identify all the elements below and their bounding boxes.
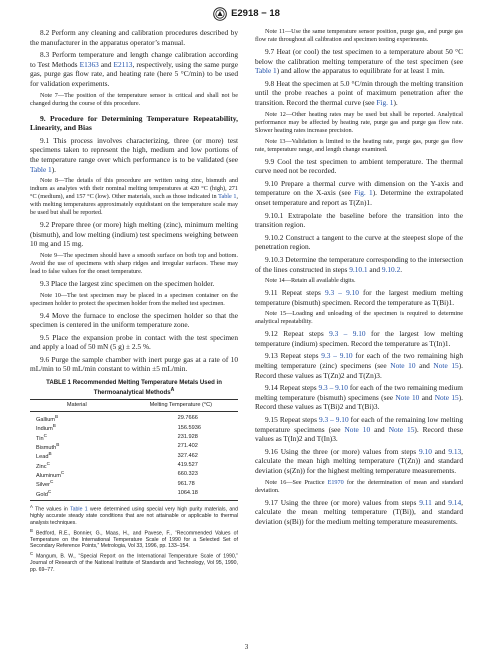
paragraph-9-17: 9.17 Using the three (or more) values from steps 9.11 and 9.14, calculate the mean melting temperature (T(Bi)), and standard deviation (s(Bi)) for the medium melting temperature measurements. xyxy=(255,497,463,526)
link-step-9-10-2[interactable]: 9.10.2 xyxy=(381,264,401,274)
paragraph-9-15: 9.15 Repeat steps 9.3 – 9.10 for each of the remaining low melting temperature specimens (see Note 10 and Note 15). Record these values as T(In)2 and T(In)3. xyxy=(255,415,464,444)
link-table-1[interactable]: Table 1 xyxy=(70,506,88,513)
table-cell-melting-temperature: 961.78 xyxy=(177,480,195,487)
table-1 xyxy=(30,379,238,574)
link-e1970[interactable]: E1970 xyxy=(327,478,344,486)
note-15: Note 15—Loading and unloading of the specimen is required to determine analytical repeatability. xyxy=(255,310,463,326)
link-e1363[interactable]: E1363 xyxy=(79,59,99,69)
link-table-1[interactable]: Table 1 xyxy=(30,164,52,174)
table-1-title: TABLE 1 Recommended Melting Temperature Metals Used in Thermoanalytical Methods$^A$ xyxy=(46,379,222,396)
footnote-a: $^A$ The values in Table 1 were determined using special very high purity materials, and highly accurate steady state conditions that are not attainable or applicable to thermal analysis techniques. xyxy=(30,504,238,526)
link-fig-1[interactable]: Fig. 1 xyxy=(376,97,394,107)
astm-logo-icon xyxy=(213,7,227,21)
link-steps-9-3-9-10[interactable]: 9.3 – 9.10 xyxy=(318,415,349,425)
table-row xyxy=(30,423,238,432)
right-column xyxy=(255,28,463,529)
link-table-1[interactable]: Table 1 xyxy=(218,193,237,201)
paragraph-9-10-2: 9.10.2 Construct a tangent to the curve at the steepest slope of the penetration region. xyxy=(255,232,463,252)
table-row xyxy=(30,479,238,488)
paragraph-9-6: 9.6 Purge the sample chamber with inert purge gas at a rate of 10 mL/min to 50 mL/min constant to within ±5 mL/min. xyxy=(30,354,238,374)
link-step-9-10-1[interactable]: 9.10.1 xyxy=(349,264,368,274)
table-cell-material: Gallium$^B$ xyxy=(36,413,59,423)
table-cell-melting-temperature: 327.462 xyxy=(177,452,198,459)
paragraph-9-2: 9.2 Prepare three (or more) high melting (zinc), minimum melting (bismuth), and low melting (indium) test specimens weighing between 10 mg and 15 mg. xyxy=(30,220,238,249)
table-cell-material: Gold$^C$ xyxy=(30,489,124,501)
left-column xyxy=(30,28,238,575)
link-e2113[interactable]: E2113 xyxy=(113,59,133,69)
table-row xyxy=(30,470,238,479)
paragraph-9-3: 9.3 Place the largest zinc specimen on the specimen holder. xyxy=(40,278,215,288)
link-note-10[interactable]: Note 10 xyxy=(395,392,420,402)
table-row xyxy=(30,451,238,460)
link-step-9-10[interactable]: 9.10 xyxy=(419,446,432,456)
table-row xyxy=(30,442,238,451)
table-cell-melting-temperature: 271.402 xyxy=(177,443,198,450)
link-note-10[interactable]: Note 10 xyxy=(344,424,371,434)
table-header-material: Material xyxy=(30,400,124,412)
note-16: Note 16—See Practice E1970 for the determination of mean and standard deviation. xyxy=(255,478,463,494)
link-steps-9-3-9-10[interactable]: 9.3 – 9.10 xyxy=(325,288,359,298)
note-14: Note 14—Retain all available digits. xyxy=(265,277,356,285)
paragraph-9-10-3: 9.10.3 Determine the temperature corresponding to the intersection of the lines constructed in steps 9.10.1 and 9.10.2. xyxy=(255,254,463,274)
page-header xyxy=(0,6,493,22)
paragraph-8-3: 8.3 Perform temperature and length change calibration according to Test Methods E1363 and E2113, respectively, using the same purge gas, purge gas flow rate, and heating rate (here 5 °C/min) to be used for validation experiments. xyxy=(30,50,238,88)
note-9: Note 9—The specimen should have a smooth surface on both top and bottom. Avoid the use of specimens with sharp ridges and irregular surfaces. These may lead to false values for the onset temperature. xyxy=(30,251,238,275)
link-steps-9-3-9-10[interactable]: 9.3 – 9.10 xyxy=(321,351,353,361)
link-steps-9-3-9-10[interactable]: 9.3 – 9.10 xyxy=(318,383,348,393)
table-row xyxy=(30,411,238,423)
link-note-15[interactable]: Note 15 xyxy=(388,424,415,434)
note-13: Note 13—Validation is limited to the heating rate, purge gas, purge gas flow rate, temperature range, and length change examined. xyxy=(255,137,463,153)
link-steps-9-3-9-10[interactable]: 9.3 – 9.10 xyxy=(329,329,366,339)
table-cell-material: Indium$^B$ xyxy=(36,423,56,432)
paragraph-9-4: 9.4 Move the furnace to enclose the specimen holder so that the specimen is centered in the uniform temperature zone. xyxy=(30,310,238,330)
link-step-9-11[interactable]: 9.11 xyxy=(419,497,432,507)
footnote-b: $^B$ Bedford, R.E., Bonnier, G., Maas, H., and Pavese, F., “Recommended Values of Temperature on the International Temperature Scale of 1990 for a Selected Set of Secondary Reference Points,” Metrologia, Vol 33, 1996, pp. 133–154. xyxy=(30,527,238,550)
table-cell-material: Lead$^B$ xyxy=(36,451,52,461)
table-cell-melting-temperature: 156.5936 xyxy=(177,424,201,431)
link-step-9-14[interactable]: 9.14 xyxy=(448,497,462,507)
paragraph-9-10-1: 9.10.1 Extrapolate the baseline before the transition into the transition region. xyxy=(255,210,463,230)
table-header-melting-temperature: Melting Temperature (°C) xyxy=(124,400,238,412)
link-note-15[interactable]: Note 15 xyxy=(433,361,459,371)
document-designation: E2918 − 18 xyxy=(231,8,280,19)
paragraph-9-11: 9.11 Repeat steps 9.3 – 9.10 for the largest medium melting temperature (bismuth) specimen. Record the temperature as T(Bi)1. xyxy=(255,288,463,307)
note-7: Note 7—The position of the temperature sensor is critical and shall not be changed during the course of this procedure. xyxy=(30,91,238,107)
table-1-footnotes xyxy=(30,504,238,574)
paragraph-9-9: 9.9 Cool the test specimen to ambient temperature. The thermal curve need not be recorded. xyxy=(255,156,463,176)
table-cell-melting-temperature: 419.527 xyxy=(177,462,198,468)
paragraph-9-7: 9.7 Heat (or cool) the test specimen to a temperature about 50 °C below the calibration melting temperature of the test specimen (see Table 1) and allow the apparatus to equilibrate for at least 1 min. xyxy=(255,47,463,76)
table-cell-material: Bismuth$^B$ xyxy=(36,441,60,451)
table-cell-material: Zinc$^C$ xyxy=(36,460,50,470)
table-1-grid xyxy=(30,399,238,501)
paragraph-9-14: 9.14 Repeat steps 9.3 – 9.10 for each of the two remaining medium melting temperature (bismuth) specimens (see Note 10 and Note 15). Record these values as T(Bi)2 and T(Bi)3. xyxy=(255,383,463,412)
paragraph-9-13: 9.13 Repeat steps 9.3 – 9.10 for each of the two remaining high melting temperature (zinc) specimens (see Note 10 and Note 15). Record these values as T(Zn)2 and T(Zn)3. xyxy=(255,351,463,380)
table-row xyxy=(30,433,238,442)
table-cell-melting-temperature: 29.7666 xyxy=(177,415,198,422)
link-step-9-13[interactable]: 9.13 xyxy=(448,446,462,456)
paragraph-9-8: 9.8 Heat the specimen at 5.0 °C/min through the melting transition until the probe reaches a point of maximum penetration after the transition. Record the thermal curve (see Fig. 1). xyxy=(255,78,463,107)
table-cell-melting-temperature: 660.323 xyxy=(177,471,198,478)
paragraph-9-12: 9.12 Repeat steps 9.3 – 9.10 for the largest low melting temperature (indium) specimen. Record the temperature as T(In)1. xyxy=(255,329,464,348)
table-cell-melting-temperature: 1064.18 xyxy=(124,489,238,501)
table-cell-material: Silver$^C$ xyxy=(36,479,54,489)
table-cell-melting-temperature: 231.928 xyxy=(177,433,198,440)
paragraph-9-5: 9.5 Place the expansion probe in contact with the test specimen and apply a load of 50 mN (5 g) ± 2.5 %. xyxy=(30,332,238,352)
link-note-15[interactable]: Note 15 xyxy=(434,392,459,402)
paragraph-9-10: 9.10 Prepare a thermal curve with dimension on the Y-axis and temperature on the X-axis (see Fig. 1). Determine the extrapolated onset temperature and report as T(Zn)1. xyxy=(255,178,464,207)
link-table-1[interactable]: Table 1 xyxy=(255,66,277,76)
note-11: Note 11—Use the same temperature sensor position, purge gas, and purge gas flow rate throughout all calibration and specimen testing experiments. xyxy=(255,28,463,43)
table-row xyxy=(30,489,238,501)
note-12: Note 12—Other heating rates may be used but shall be reported. Analytical performance may be affected by heating rate, purge gas and purge gas flow rate. Slower heating rates increase precision. xyxy=(255,110,463,134)
section-9-heading: 9. Procedure for Determining Temperature Repeatability, Linearity, and Bias xyxy=(30,113,238,133)
table-cell-material: Aluminum$^C$ xyxy=(36,469,65,479)
paragraph-8-2: 8.2 Perform any cleaning and calibration procedures described by the manufacturer in the apparatus operator’s manual. xyxy=(30,28,238,47)
note-8: Note 8—The details of this procedure are written using zinc, bismuth and indium as analytes with their nominal melting temperatures at 420 °C (high), 271 °C (medium), and 157 °C (low). Other materials, such as those indicated in Table 1, with melting temperatures approximately equidistant on the temperature scale may be used but shall be reported. xyxy=(30,177,238,217)
note-10: Note 10—The test specimen may be placed in a specimen container on the specimen holder to protect the specimen holder from the melted test specimen. xyxy=(30,291,238,307)
footnote-c: $^C$ Mangum, B. W., “Special Report on the International Temperature Scale of 1990,” Journal of Research of the National Institute of Standards and Technology, Vol 95, 1990, pp. 69–77. xyxy=(30,551,238,573)
link-fig-1[interactable]: Fig. 1 xyxy=(354,188,373,198)
link-note-10[interactable]: Note 10 xyxy=(390,361,416,371)
paragraph-9-16: 9.16 Using the three (or more) values from steps 9.10 and 9.13, calculate the mean high melting temperature (T(Zn)) and standard deviation (s(Zn)) for the highest melting temperature measurements. xyxy=(255,446,464,475)
page-number: 3 xyxy=(244,643,249,651)
table-cell-material: Tin$^C$ xyxy=(36,432,47,442)
table-row xyxy=(30,461,238,470)
paragraph-9-1: 9.1 This process involves characterizing, three (or more) test specimens taken to represent the high, medium and low portions of the temperature range over which performance is to be validated (see Table 1). xyxy=(30,135,238,174)
